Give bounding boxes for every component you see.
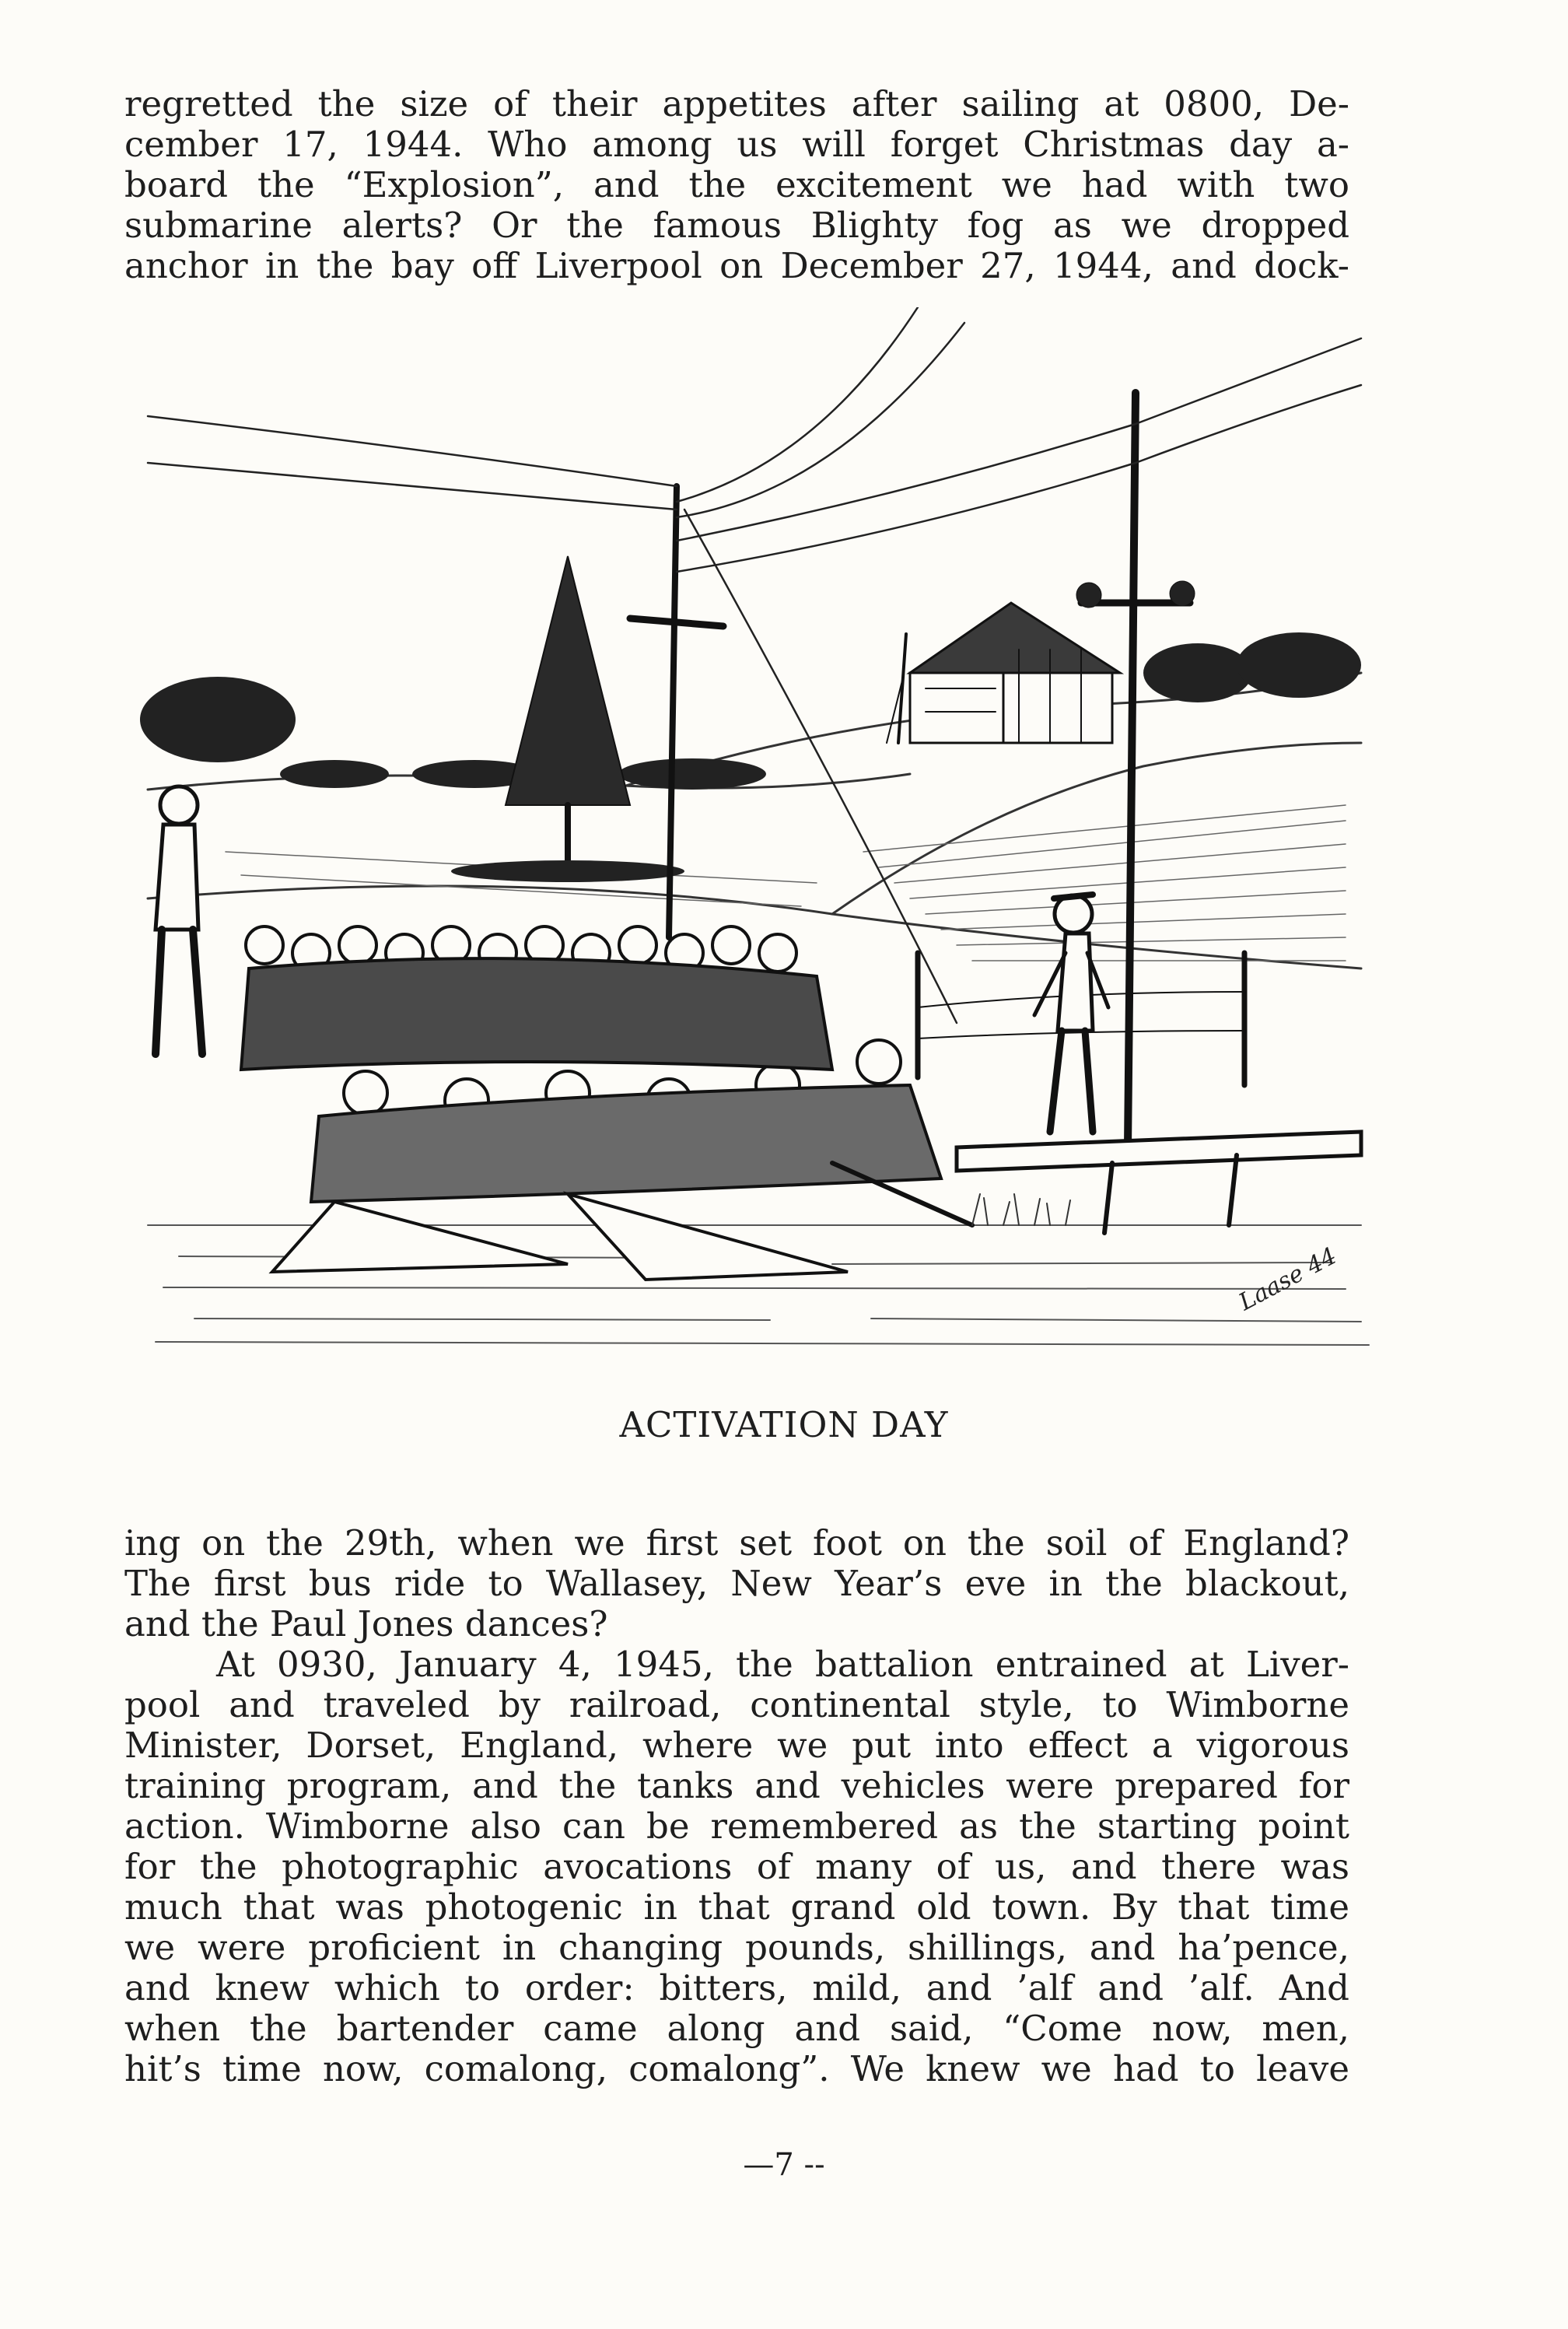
text-line: hit’s time now, comalong, comalong”. We knew we had to leave	[124, 2048, 1349, 2089]
tall-tree	[451, 556, 684, 882]
illustration-caption: ACTIVATION DAY	[619, 1404, 949, 1445]
activation-day-illustration	[132, 307, 1377, 1389]
text-line: Minister, Dorset, England, where we put into effect a vigorous	[124, 1725, 1349, 1766]
page-number: —7 --	[743, 2147, 825, 2183]
seated-soldiers	[241, 926, 972, 1280]
text-line: and the Paul Jones dances?	[124, 1603, 608, 1644]
text-line: and knew which to order: bitters, mild, and ’alf and ’alf. And	[124, 1967, 1349, 2009]
text-line: The first bus ride to Wallasey, New Year’s eve in the blackout,	[124, 1563, 1349, 1604]
bottom-paragraph	[124, 1523, 1349, 2089]
text-line: ing on the 29th, when we first set foot on the soil of England?	[124, 1522, 1349, 1564]
house	[887, 603, 1120, 743]
text-line: submarine alerts? Or the famous Blighty fog as we dropped	[124, 205, 1349, 246]
top-paragraph	[124, 84, 1349, 286]
text-line: At 0930, January 4, 1945, the battalion entrained at Liver-	[216, 1644, 1349, 1685]
text-line: much that was photogenic in that grand old town. By that time	[124, 1886, 1349, 1928]
text-line: when the bartender came along and said, “Come now, men,	[124, 2008, 1349, 2049]
text-line: training program, and the tanks and vehicles were prepared for	[124, 1765, 1349, 1806]
text-line: pool and traveled by railroad, continental style, to Wimborne	[124, 1684, 1349, 1725]
text-line: board the “Explosion”, and the excitement we had with two	[124, 164, 1349, 205]
artist-signature: Laase 44	[1234, 1242, 1342, 1317]
standing-sergeant	[156, 786, 202, 1054]
shrubs	[140, 632, 1361, 790]
text-line: we were proficient in changing pounds, shillings, and ha’pence,	[124, 1927, 1349, 1968]
standing-officer	[1034, 895, 1108, 1132]
text-line: for the photographic avocations of many of us, and there was	[124, 1846, 1349, 1887]
text-line: action. Wimborne also can be remembered as the starting point	[124, 1805, 1349, 1847]
text-line: regretted the size of their appetites after sailing at 0800, De-	[124, 83, 1349, 124]
grass	[972, 1194, 1070, 1225]
text-line: cember 17, 1944. Who among us will forget Christmas day a-	[124, 124, 1349, 165]
text-line: anchor in the bay off Liverpool on December 27, 1944, and dock-	[124, 245, 1349, 286]
